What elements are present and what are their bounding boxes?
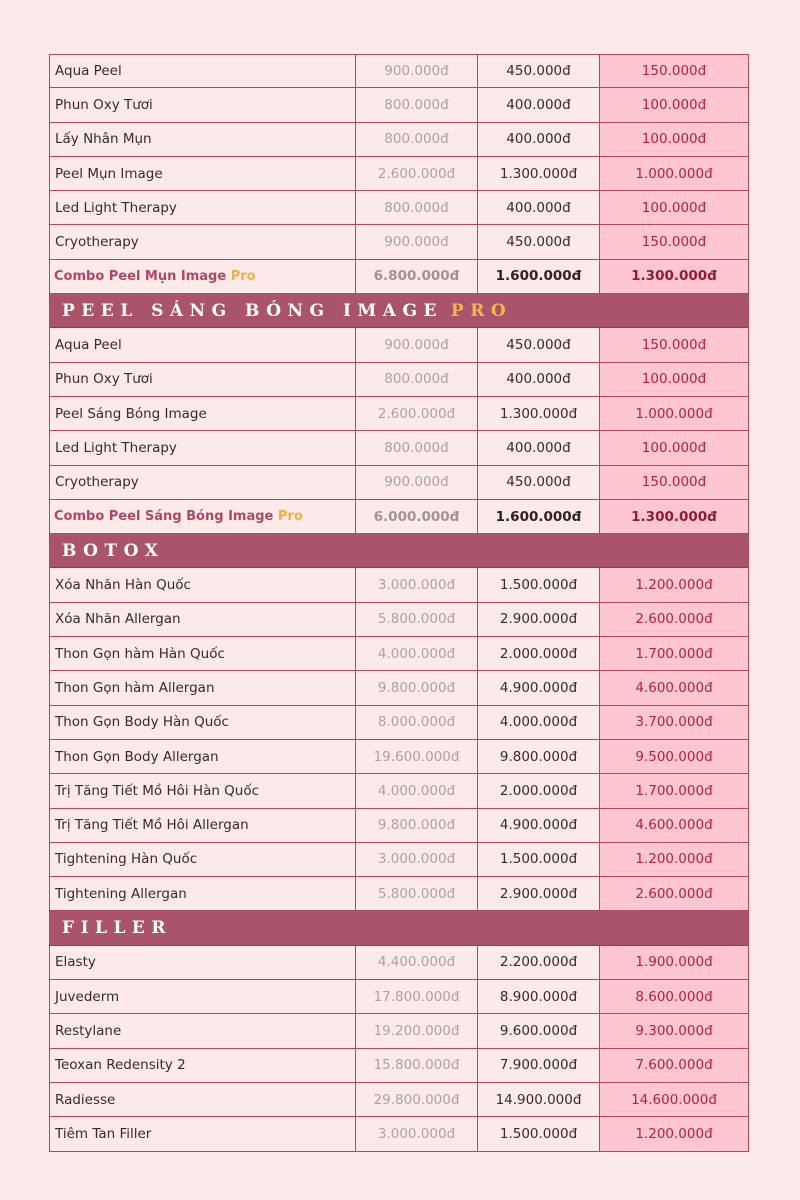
table-row	[50, 466, 748, 500]
service-name: Cryotherapy	[50, 225, 356, 258]
sale-price: 400.000đ	[478, 123, 600, 156]
final-price: 100.000đ	[600, 191, 748, 224]
final-price: 150.000đ	[600, 55, 748, 87]
final-price: 1.300.000đ	[600, 260, 748, 293]
original-price: 2.600.000đ	[356, 397, 478, 430]
service-name: Xóa Nhăn Allergan	[50, 603, 356, 636]
sale-price: 9.800.000đ	[478, 740, 600, 773]
table-row	[50, 157, 748, 191]
pro-badge: PRO	[450, 300, 513, 321]
service-name: Tightening Hàn Quốc	[50, 843, 356, 876]
final-price: 1.200.000đ	[600, 843, 748, 876]
sale-price: 1.300.000đ	[478, 397, 600, 430]
service-name: Elasty	[50, 946, 356, 979]
table-row	[50, 328, 748, 362]
sale-price: 1.600.000đ	[478, 260, 600, 293]
final-price: 100.000đ	[600, 431, 748, 464]
table-row	[50, 980, 748, 1014]
final-price: 1.900.000đ	[600, 946, 748, 979]
sale-price: 400.000đ	[478, 363, 600, 396]
table-row	[50, 740, 748, 774]
original-price: 800.000đ	[356, 88, 478, 121]
sale-price: 4.900.000đ	[478, 671, 600, 704]
original-price: 900.000đ	[356, 55, 478, 87]
original-price: 6.800.000đ	[356, 260, 478, 293]
table-row	[50, 123, 748, 157]
original-price: 17.800.000đ	[356, 980, 478, 1013]
table-row	[50, 431, 748, 465]
final-price: 9.300.000đ	[600, 1014, 748, 1047]
final-price: 100.000đ	[600, 88, 748, 121]
section-title: FILLER	[62, 918, 173, 939]
service-name: Radiesse	[50, 1083, 356, 1116]
combo-row	[50, 500, 748, 534]
section-header-filler	[50, 911, 748, 945]
final-price: 1.700.000đ	[600, 774, 748, 807]
sale-price: 1.500.000đ	[478, 843, 600, 876]
final-price: 2.600.000đ	[600, 603, 748, 636]
pro-badge: Pro	[277, 509, 303, 524]
sale-price: 8.900.000đ	[478, 980, 600, 1013]
table-row	[50, 877, 748, 911]
table-row	[50, 363, 748, 397]
price-table	[49, 54, 749, 1152]
table-row	[50, 603, 748, 637]
original-price: 3.000.000đ	[356, 843, 478, 876]
final-price: 4.600.000đ	[600, 671, 748, 704]
section-header-peel-sang-bong	[50, 294, 748, 328]
original-price: 5.800.000đ	[356, 877, 478, 910]
service-name: Aqua Peel	[50, 55, 356, 87]
original-price: 5.800.000đ	[356, 603, 478, 636]
final-price: 9.500.000đ	[600, 740, 748, 773]
table-row	[50, 706, 748, 740]
original-price: 4.000.000đ	[356, 637, 478, 670]
original-price: 4.000.000đ	[356, 774, 478, 807]
sale-price: 2.900.000đ	[478, 603, 600, 636]
final-price: 1.300.000đ	[600, 500, 748, 533]
table-row	[50, 225, 748, 259]
final-price: 14.600.000đ	[600, 1083, 748, 1116]
final-price: 1.700.000đ	[600, 637, 748, 670]
service-name: Thon Gọn hàm Hàn Quốc	[50, 637, 356, 670]
service-name: Trị Tăng Tiết Mồ Hôi Hàn Quốc	[50, 774, 356, 807]
table-row	[50, 1117, 748, 1151]
final-price: 2.600.000đ	[600, 877, 748, 910]
final-price: 8.600.000đ	[600, 980, 748, 1013]
original-price: 800.000đ	[356, 123, 478, 156]
service-name: Peel Mụn Image	[50, 157, 356, 190]
table-row	[50, 397, 748, 431]
combo-name	[50, 260, 356, 293]
sale-price: 4.900.000đ	[478, 809, 600, 842]
combo-name	[50, 500, 356, 533]
original-price: 19.200.000đ	[356, 1014, 478, 1047]
table-row	[50, 671, 748, 705]
original-price: 8.000.000đ	[356, 706, 478, 739]
sale-price: 4.000.000đ	[478, 706, 600, 739]
table-row	[50, 191, 748, 225]
table-row	[50, 843, 748, 877]
sale-price: 450.000đ	[478, 466, 600, 499]
final-price: 4.600.000đ	[600, 809, 748, 842]
table-row	[50, 1083, 748, 1117]
final-price: 7.600.000đ	[600, 1049, 748, 1082]
original-price: 3.000.000đ	[356, 568, 478, 601]
service-name: Tiêm Tan Filler	[50, 1117, 356, 1150]
sale-price: 1.300.000đ	[478, 157, 600, 190]
service-name: Phun Oxy Tươi	[50, 363, 356, 396]
table-row	[50, 1049, 748, 1083]
table-row	[50, 946, 748, 980]
service-name: Trị Tăng Tiết Mồ Hôi Allergan	[50, 809, 356, 842]
final-price: 3.700.000đ	[600, 706, 748, 739]
combo-row	[50, 260, 748, 294]
original-price: 3.000.000đ	[356, 1117, 478, 1150]
original-price: 900.000đ	[356, 225, 478, 258]
original-price: 19.600.000đ	[356, 740, 478, 773]
sale-price: 450.000đ	[478, 328, 600, 361]
original-price: 9.800.000đ	[356, 809, 478, 842]
service-name: Lấy Nhân Mụn	[50, 123, 356, 156]
service-name: Aqua Peel	[50, 328, 356, 361]
sale-price: 400.000đ	[478, 191, 600, 224]
original-price: 6.000.000đ	[356, 500, 478, 533]
table-row	[50, 809, 748, 843]
original-price: 800.000đ	[356, 431, 478, 464]
service-name: Led Light Therapy	[50, 191, 356, 224]
original-price: 9.800.000đ	[356, 671, 478, 704]
sale-price: 2.900.000đ	[478, 877, 600, 910]
final-price: 100.000đ	[600, 363, 748, 396]
service-name: Peel Sáng Bóng Image	[50, 397, 356, 430]
service-name: Thon Gọn Body Hàn Quốc	[50, 706, 356, 739]
service-name: Teoxan Redensity 2	[50, 1049, 356, 1082]
sale-price: 9.600.000đ	[478, 1014, 600, 1047]
sale-price: 2.000.000đ	[478, 774, 600, 807]
original-price: 2.600.000đ	[356, 157, 478, 190]
sale-price: 1.500.000đ	[478, 1117, 600, 1150]
combo-label: Combo Peel Mụn Image	[54, 268, 227, 284]
sale-price: 1.600.000đ	[478, 500, 600, 533]
sale-price: 14.900.000đ	[478, 1083, 600, 1116]
final-price: 1.200.000đ	[600, 568, 748, 601]
original-price: 4.400.000đ	[356, 946, 478, 979]
final-price: 100.000đ	[600, 123, 748, 156]
sale-price: 7.900.000đ	[478, 1049, 600, 1082]
final-price: 1.200.000đ	[600, 1117, 748, 1150]
original-price: 800.000đ	[356, 363, 478, 396]
service-name: Thon Gọn hàm Allergan	[50, 671, 356, 704]
section-header-botox	[50, 534, 748, 568]
table-row	[50, 637, 748, 671]
final-price: 150.000đ	[600, 225, 748, 258]
service-name: Thon Gọn Body Allergan	[50, 740, 356, 773]
sale-price: 450.000đ	[478, 225, 600, 258]
original-price: 15.800.000đ	[356, 1049, 478, 1082]
service-name: Phun Oxy Tươi	[50, 88, 356, 121]
table-row	[50, 54, 748, 88]
service-name: Xóa Nhăn Hàn Quốc	[50, 568, 356, 601]
table-row	[50, 88, 748, 122]
service-name: Led Light Therapy	[50, 431, 356, 464]
original-price: 900.000đ	[356, 328, 478, 361]
final-price: 1.000.000đ	[600, 397, 748, 430]
table-row	[50, 568, 748, 602]
service-name: Restylane	[50, 1014, 356, 1047]
final-price: 150.000đ	[600, 466, 748, 499]
table-row	[50, 1014, 748, 1048]
service-name: Juvederm	[50, 980, 356, 1013]
combo-label: Combo Peel Sáng Bóng Image	[54, 509, 274, 524]
original-price: 800.000đ	[356, 191, 478, 224]
sale-price: 1.500.000đ	[478, 568, 600, 601]
section-title: PEEL SÁNG BÓNG IMAGE	[62, 300, 443, 321]
service-name: Cryotherapy	[50, 466, 356, 499]
sale-price: 2.000.000đ	[478, 637, 600, 670]
section-title: BOTOX	[62, 540, 165, 561]
sale-price: 400.000đ	[478, 88, 600, 121]
original-price: 900.000đ	[356, 466, 478, 499]
pro-badge: Pro	[230, 268, 256, 284]
original-price: 29.800.000đ	[356, 1083, 478, 1116]
final-price: 150.000đ	[600, 328, 748, 361]
final-price: 1.000.000đ	[600, 157, 748, 190]
service-name: Tightening Allergan	[50, 877, 356, 910]
sale-price: 450.000đ	[478, 55, 600, 87]
table-row	[50, 774, 748, 808]
sale-price: 2.200.000đ	[478, 946, 600, 979]
sale-price: 400.000đ	[478, 431, 600, 464]
